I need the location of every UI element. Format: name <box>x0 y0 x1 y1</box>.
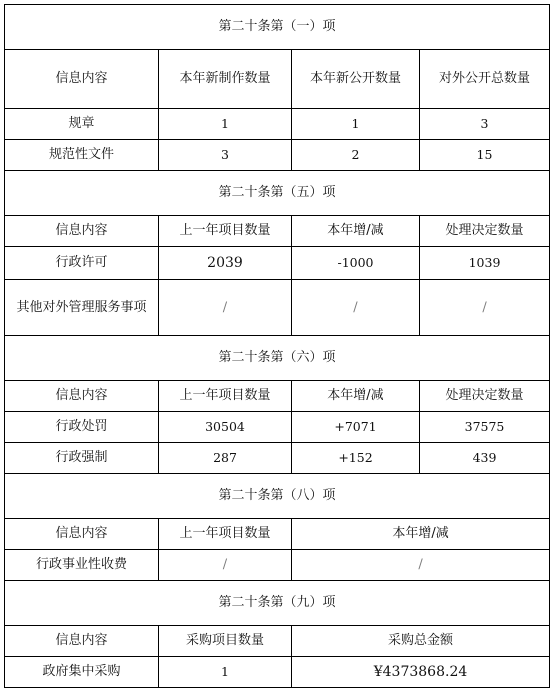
cell-value: 1 <box>292 109 420 140</box>
cell-value: / <box>159 280 292 336</box>
cell-value: 1039 <box>420 247 550 280</box>
header-prev-year-count: 上一年项目数量 <box>159 519 292 550</box>
header-info-content: 信息内容 <box>5 381 159 412</box>
cell-value: 37575 <box>420 412 550 443</box>
cell-value: 287 <box>159 443 292 474</box>
header-change: 本年增/减 <box>292 519 550 550</box>
header-new-made-count: 本年新制作数量 <box>159 50 292 109</box>
cell-value: -1000 <box>292 247 420 280</box>
cell-value: ¥4373868.24 <box>292 657 550 688</box>
cell-value: 15 <box>420 140 550 171</box>
disclosure-table-wrapper <box>4 4 549 688</box>
cell-value: 3 <box>420 109 550 140</box>
header-info-content: 信息内容 <box>5 216 159 247</box>
row-label: 其他对外管理服务事项 <box>5 280 159 336</box>
header-change: 本年增/减 <box>292 381 420 412</box>
disclosure-table <box>4 4 550 688</box>
cell-value: 3 <box>159 140 292 171</box>
header-total-public-count: 对外公开总数量 <box>420 50 550 109</box>
table-row <box>5 140 550 171</box>
header-change: 本年增/减 <box>292 216 420 247</box>
row-label: 政府集中采购 <box>5 657 159 688</box>
table-row <box>5 550 550 581</box>
row-label: 行政强制 <box>5 443 159 474</box>
section-title-9: 第二十条第（九）项 <box>5 581 550 626</box>
section-title-8: 第二十条第（八）项 <box>5 474 550 519</box>
cell-value: / <box>292 550 550 581</box>
header-decision-count: 处理决定数量 <box>420 381 550 412</box>
table-row <box>5 412 550 443</box>
header-new-public-count: 本年新公开数量 <box>292 50 420 109</box>
header-purchase-total: 采购总金额 <box>292 626 550 657</box>
cell-value: 1 <box>159 109 292 140</box>
table-row <box>5 247 550 280</box>
cell-value: 2 <box>292 140 420 171</box>
cell-value: +152 <box>292 443 420 474</box>
header-info-content: 信息内容 <box>5 626 159 657</box>
header-info-content: 信息内容 <box>5 50 159 109</box>
section-title-5: 第二十条第（五）项 <box>5 171 550 216</box>
header-decision-count: 处理决定数量 <box>420 216 550 247</box>
table-row <box>5 280 550 336</box>
row-label: 规范性文件 <box>5 140 159 171</box>
cell-value: 1 <box>159 657 292 688</box>
table-row <box>5 443 550 474</box>
cell-value: 2039 <box>159 247 292 280</box>
header-purchase-count: 采购项目数量 <box>159 626 292 657</box>
row-label: 行政许可 <box>5 247 159 280</box>
cell-value: / <box>292 280 420 336</box>
header-prev-year-count: 上一年项目数量 <box>159 216 292 247</box>
table-row <box>5 657 550 688</box>
cell-value: / <box>159 550 292 581</box>
row-label: 行政事业性收费 <box>5 550 159 581</box>
cell-value: +7071 <box>292 412 420 443</box>
row-label: 规章 <box>5 109 159 140</box>
cell-value: / <box>420 280 550 336</box>
row-label: 行政处罚 <box>5 412 159 443</box>
table-row <box>5 109 550 140</box>
section-title-6: 第二十条第（六）项 <box>5 336 550 381</box>
section-title-1: 第二十条第（一）项 <box>5 5 550 50</box>
cell-value: 30504 <box>159 412 292 443</box>
cell-value: 439 <box>420 443 550 474</box>
header-info-content: 信息内容 <box>5 519 159 550</box>
header-prev-year-count: 上一年项目数量 <box>159 381 292 412</box>
